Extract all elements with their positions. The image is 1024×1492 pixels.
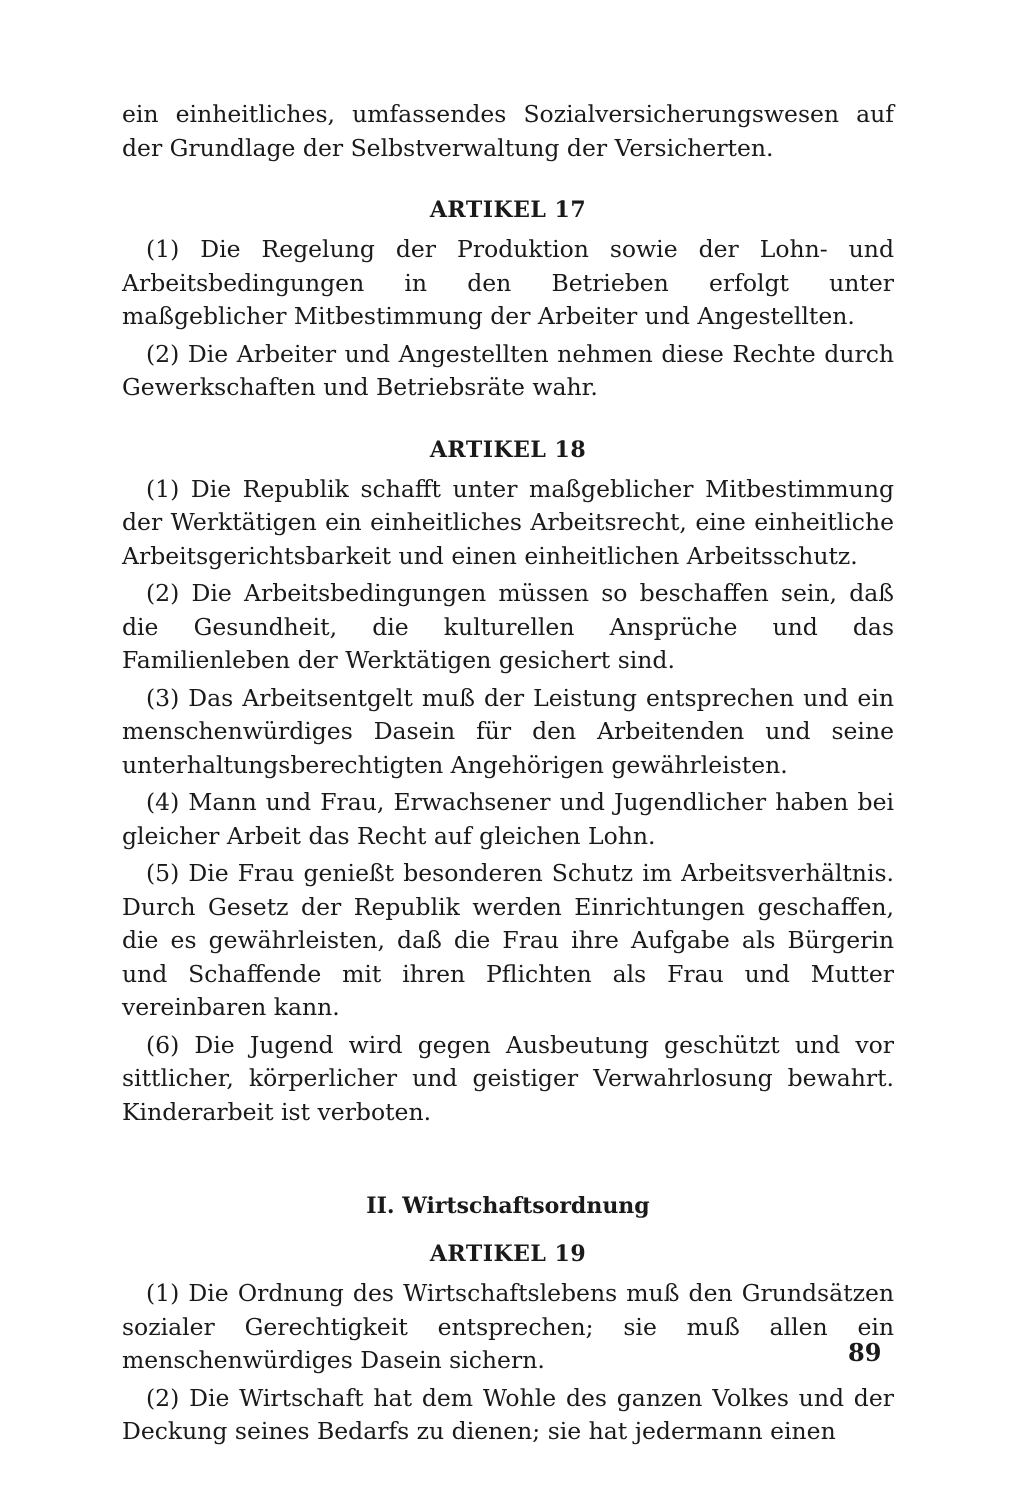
article-18-paragraph-3: (3) Das Arbeitsentgelt muß der Leistung entsprechen und ein menschenwürdiges Dasein für den Arbeitenden und seine unterhaltungsberechtigten Angehörigen gewährleisten.: [122, 683, 894, 779]
article-17-heading: ARTIKEL 17: [429, 197, 587, 223]
article-19-heading: ARTIKEL 19: [429, 1241, 587, 1267]
article-18-paragraph-2: (2) Die Arbeitsbedingungen müssen so beschaffen sein, daß die Gesundheit, die kulturellen Ansprüche und das Familienleben der Werktätigen gesichert sind.: [122, 579, 894, 674]
section-heading: II. Wirtschaftsordnung: [366, 1193, 650, 1219]
article-17-paragraph-1: (1) Die Regelung der Produktion sowie der Lohn- und Arbeitsbedingungen in den Betrieben erfolgt unter maßgeblicher Mitbestimmung der Arbeiter und Angestellten.: [122, 235, 894, 330]
article-18-paragraph-5: (5) Die Frau genießt besonderen Schutz im Arbeitsverhältnis. Durch Gesetz der Republik werden Einrichtungen geschaffen, die es gewährleisten, daß die Frau ihre Aufgabe als Bürgerin und Schaffende mit ihren Pflichten als Frau und Mutter vereinbaren kann.: [122, 859, 894, 1021]
article-18-paragraph-4: (4) Mann und Frau, Erwachsener und Jugendlicher haben bei gleicher Arbeit das Recht auf gleichen Lohn.: [122, 788, 894, 850]
article-18-paragraph-6: (6) Die Jugend wird gegen Ausbeutung geschützt und vor sittlicher, körperlicher und geistiger Verwahrlosung bewahrt. Kinderarbeit ist verboten.: [122, 1030, 894, 1126]
page-body: [122, 98, 894, 1453]
page-number: 89: [848, 1338, 882, 1367]
article-19-paragraph-1: (1) Die Ordnung des Wirtschaftslebens muß den Grundsätzen sozialer Gerechtigkeit entsprechen; sie muß allen ein menschenwürdiges Dasein sichern.: [122, 1279, 894, 1374]
article-19-paragraph-2: (2) Die Wirtschaft hat dem Wohle des ganzen Volkes und der Deckung seines Bedarfs zu dienen; sie hat jedermann einen: [122, 1383, 894, 1445]
article-18-paragraph-1: (1) Die Republik schafft unter maßgeblicher Mitbestimmung der Werktätigen ein einheitliches Arbeitsrecht, eine einheitliche Arbeitsgerichtsbarkeit und einen einheitlichen Arbeitsschutz.: [122, 474, 894, 570]
article-18-heading: ARTIKEL 18: [429, 436, 587, 463]
article-17-paragraph-2: (2) Die Arbeiter und Angestellten nehmen diese Rechte durch Gewerkschaften und Betriebsräte wahr.: [122, 339, 894, 401]
intro-paragraph: ein einheitliches, umfassendes Sozialversicherungswesen auf der Grundlage der Selbstverwaltung der Versicherten.: [122, 100, 894, 162]
